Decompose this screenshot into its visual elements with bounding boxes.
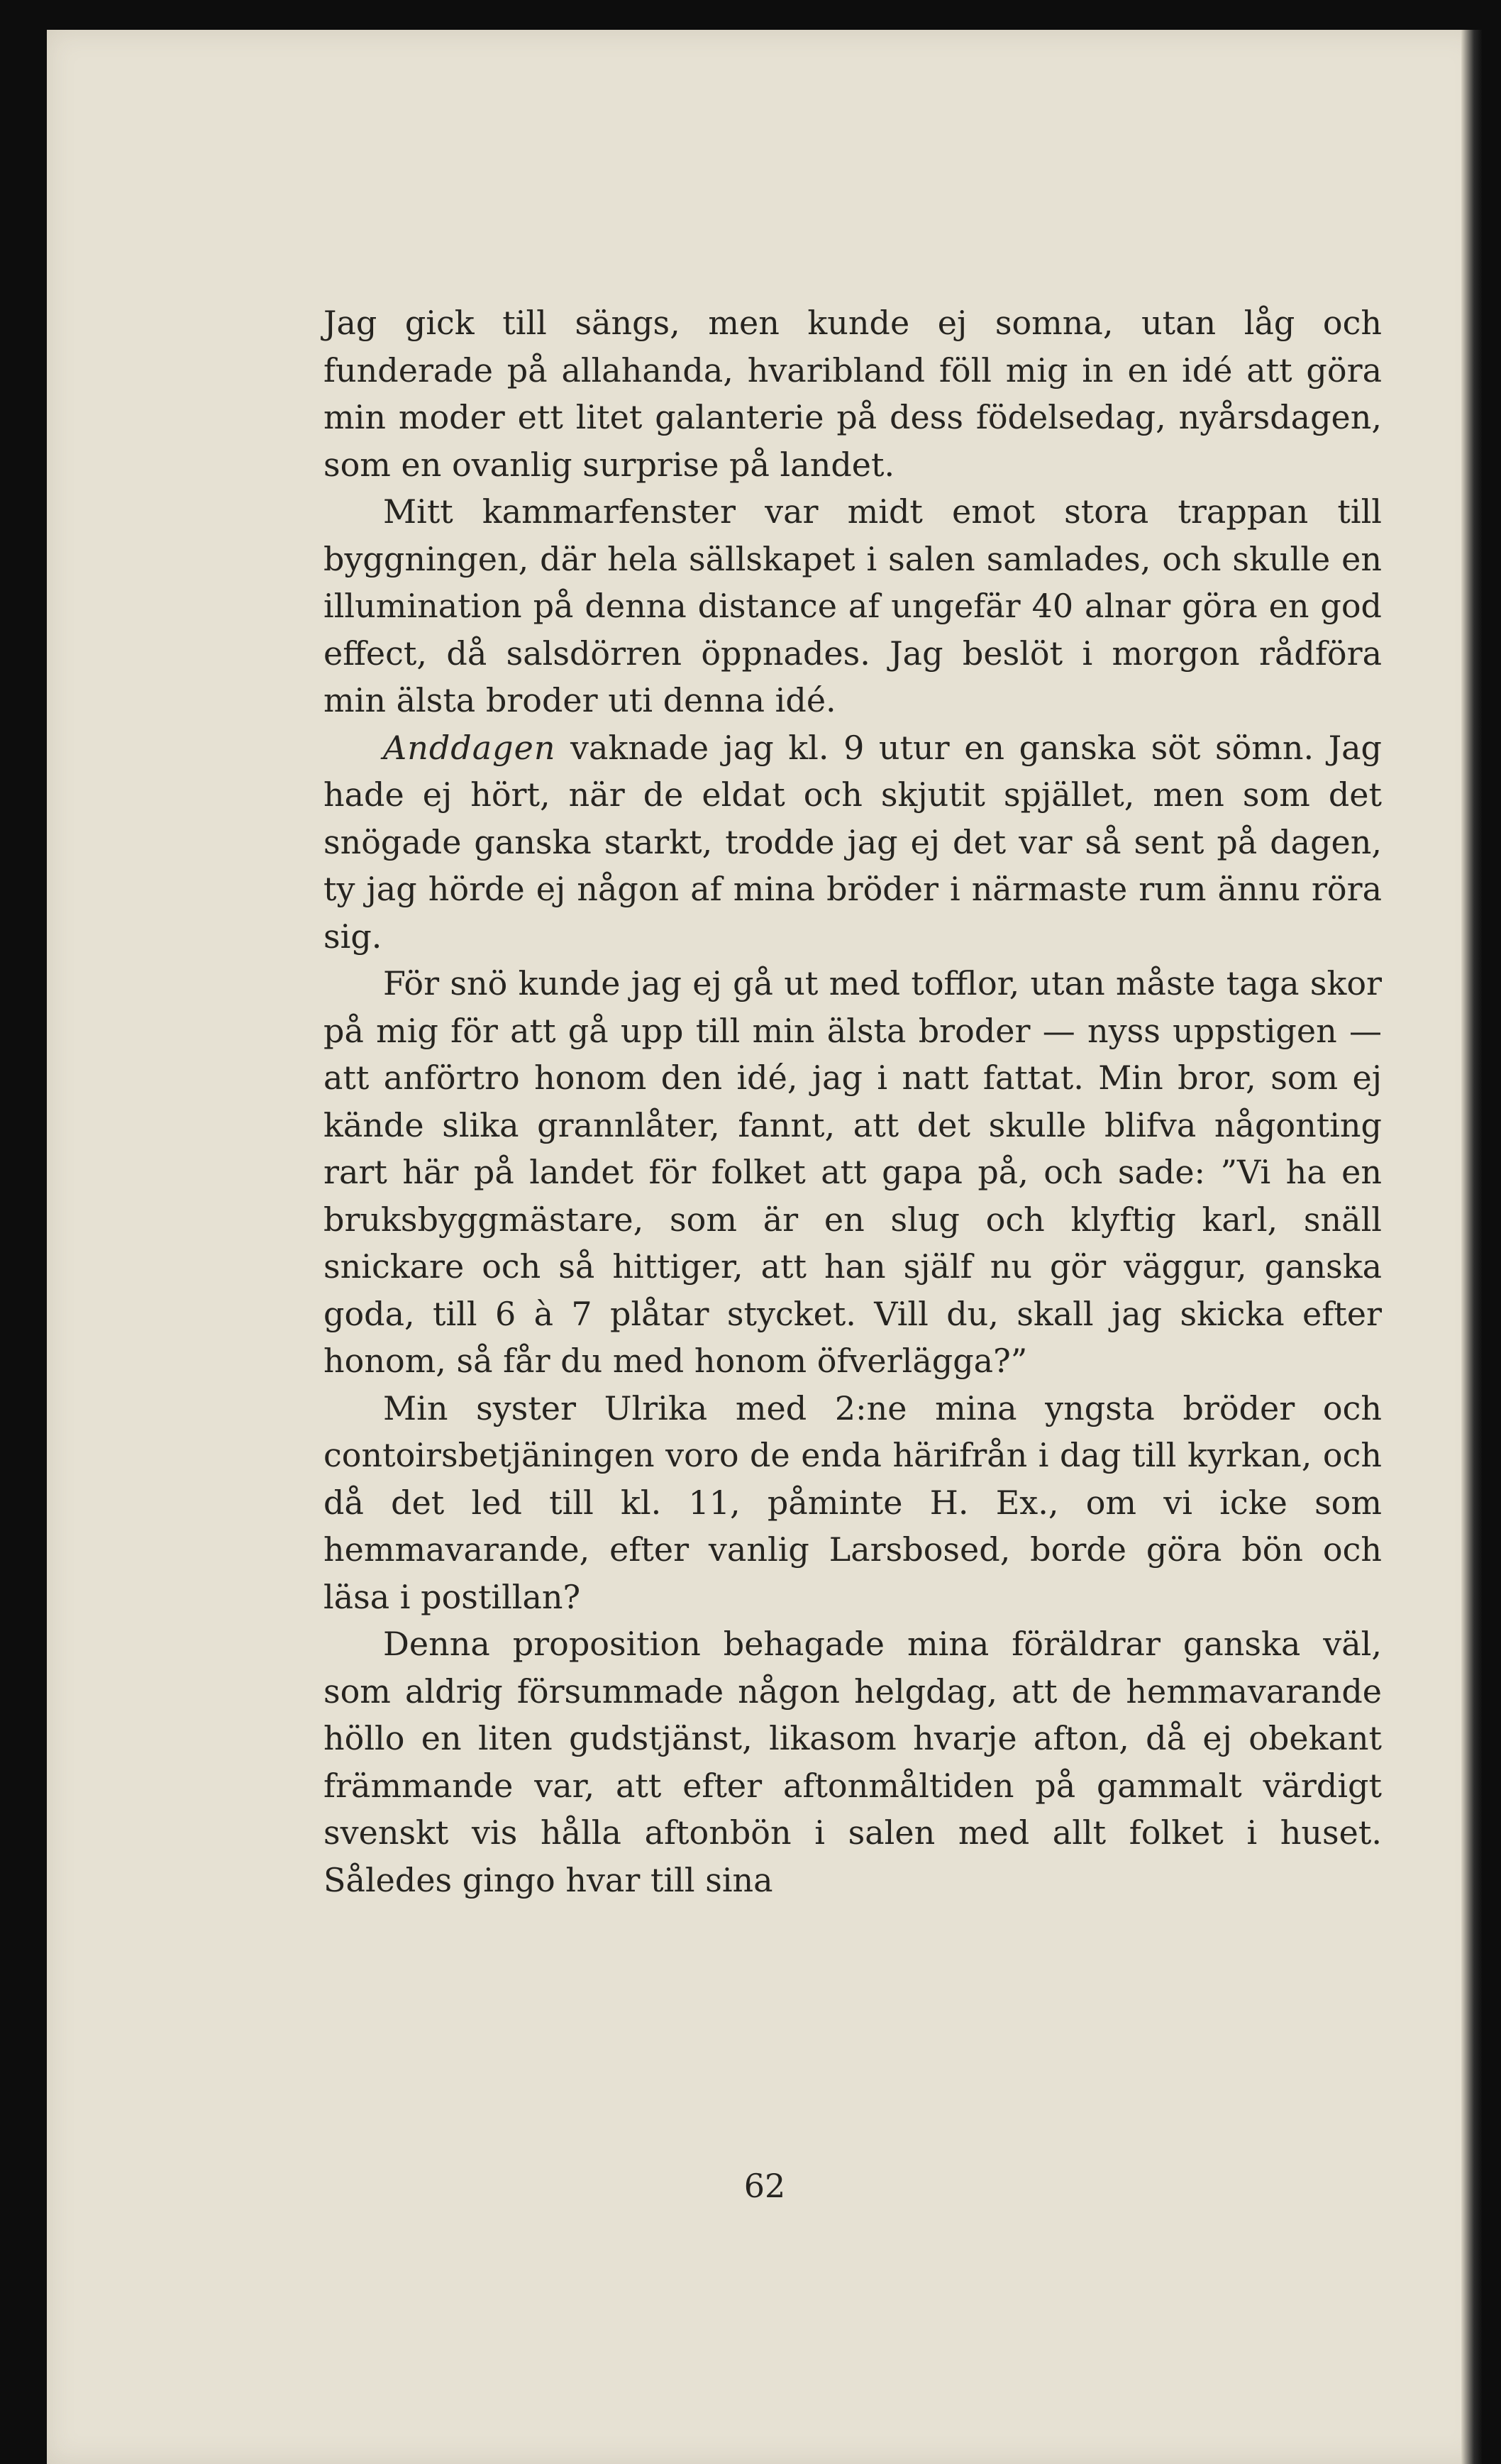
- paragraph-2: Mitt kammarfenster var midt emot stora trappan till byggningen, där hela sällskapet i salen samlades, och skulle en illumination på denna distance af ungefär 40 alnar göra en god effect, då salsdörren öppnades. Jag beslöt i morgon rådföra min älsta broder uti denna idé.: [323, 492, 1382, 719]
- paragraph-6: Denna proposition behagade mina föräldrar ganska väl, som aldrig försummade någon helgdag, att de hemmavarande höllo en liten gudstjänst, likasom hvarje afton, då ej obekant främmande var, att efter aftonmåltiden på gammalt värdigt svenskt vis hålla aftonbön i salen med allt folket i huset. Således gingo hvar till sina: [323, 1625, 1382, 1899]
- body-text: [323, 299, 1382, 1904]
- page-edge-shadow: [1461, 30, 1483, 2464]
- paragraph-5: Min syster Ulrika med 2:ne mina yngsta bröder och contoirsbetjäningen voro de enda härifrån i dag till kyrkan, och då det led till kl. 11, påminte H. Ex., om vi icke som hemmavarande, efter vanlig Larsbosed, borde göra bön och läsa i postillan?: [323, 1388, 1382, 1616]
- paragraph-1: Jag gick till sängs, men kunde ej somna, utan låg och funderade på allahanda, hvaribland föll mig in en idé att göra min moder ett litet galanterie på dess födelsedag, nyårsdagen, som en ovanlig surprise på landet.: [323, 304, 1382, 484]
- paragraph-3-text: vaknade jag kl. 9 utur en ganska söt sömn. Jag hade ej hört, när de eldat och skjutit spjället, men som det snögade ganska starkt, trodde jag ej det var så sent på dagen, ty jag hörde ej någon af mina bröder i närmaste rum ännu röra sig.: [323, 728, 1382, 956]
- book-page: [47, 30, 1483, 2464]
- paragraph-3: [323, 724, 1382, 961]
- paragraph-3-lead-word: Anddagen: [383, 728, 556, 767]
- paragraph-4: För snö kunde jag ej gå ut med tofflor, utan måste taga skor på mig för att gå upp till min älsta broder — nyss uppstigen — att anförtro honom den idé, jag i natt fattat. Min bror, som ej kände slika grannlåter, fannt, att det skulle blifva någonting rart här på landet för folket att gapa på, och sade: ”Vi ha en bruksbyggmästare, som är en slug och klyftig karl, snäll snickare och så hittiger, att han själf nu gör väggur, ganska goda, till 6 à 7 plåtar stycket. Vill du, skall jag skicka efter honom, så får du med honom öfverlägga?”: [323, 964, 1382, 1380]
- page-number: 62: [743, 2167, 786, 2205]
